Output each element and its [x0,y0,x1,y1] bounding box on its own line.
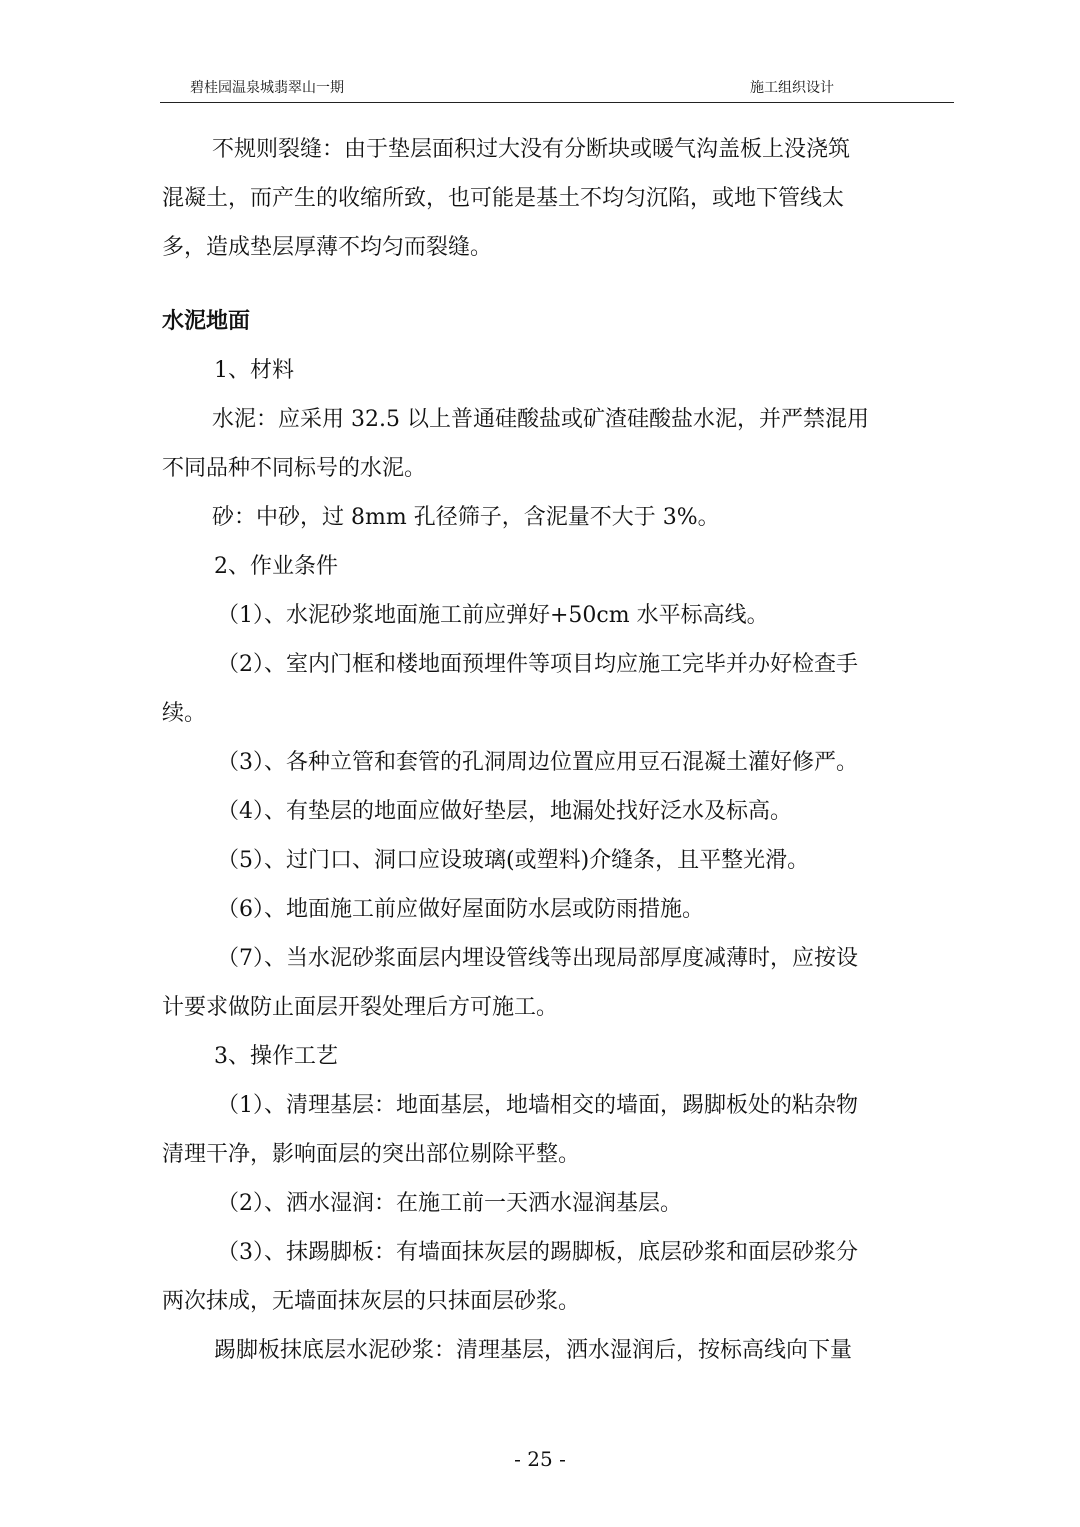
section-heading: 水泥地面 [162,308,251,334]
list-item: （4）、有垫层的地面应做好垫层，地漏处找好泛水及标高。 [217,799,792,824]
subsection-title-materials: 1、材料 [214,358,294,383]
paragraph-line: 踢脚板抹底层水泥砂浆：清理基层，洒水湿润后，按标高线向下量 [214,1338,853,1363]
paragraph-line: 不规则裂缝：由于垫层面积过大没有分断块或暖气沟盖板上没浇筑 [212,137,851,162]
list-item: （3）、各种立管和套管的孔洞周边位置应用豆石混凝土灌好修严。 [217,750,858,775]
page-body [162,125,954,1375]
paragraph-line: 多，造成垫层厚薄不均匀而裂缝。 [162,235,493,260]
list-item-continuation: 清理干净，影响面层的突出部位剔除平整。 [162,1142,581,1167]
header-rule [160,102,954,103]
subsection-title-conditions: 2、作业条件 [214,554,338,579]
paragraph-line: 不同品种不同标号的水泥。 [162,456,427,481]
list-item: （5）、过门口、洞口应设玻璃(或塑料)介缝条，且平整光滑。 [217,848,810,873]
list-item: （3）、抹踢脚板：有墙面抹灰层的踢脚板，底层砂浆和面层砂浆分 [217,1240,858,1265]
list-item-continuation: 续。 [162,701,207,726]
list-item: （2）、洒水湿润：在施工前一天洒水湿润基层。 [217,1191,682,1216]
header-document-type: 施工组织设计 [750,80,834,96]
page-header [160,78,952,98]
paragraph-line: 混凝土，而产生的收缩所致，也可能是基土不均匀沉陷，或地下管线太 [162,186,845,211]
list-item-continuation: 计要求做防止面层开裂处理后方可施工。 [162,995,559,1020]
list-item: （2）、室内门框和楼地面预埋件等项目均应施工完毕并办好检查手 [217,652,858,677]
list-item-continuation: 两次抹成，无墙面抹灰层的只抹面层砂浆。 [162,1289,581,1314]
header-project-name: 碧桂园温泉城翡翠山一期 [190,80,344,96]
list-item: （6）、地面施工前应做好屋面防水层或防雨措施。 [217,897,704,922]
list-item: （1）、水泥砂浆地面施工前应弹好+50cm 水平标高线。 [217,603,769,628]
paragraph-line: 砂：中砂，过 8mm 孔径筛子，含泥量不大于 3%。 [212,505,720,530]
list-item: （7）、当水泥砂浆面层内埋设管线等出现局部厚度减薄时，应按设 [217,946,858,971]
paragraph-line: 水泥：应采用 32.5 以上普通硅酸盐或矿渣硅酸盐水泥，并严禁混用 [212,407,869,432]
list-item: （1）、清理基层：地面基层，地墙相交的墙面，踢脚板处的粘杂物 [217,1093,858,1118]
subsection-title-process: 3、操作工艺 [214,1044,338,1069]
page-number: - 25 - [514,1447,566,1471]
